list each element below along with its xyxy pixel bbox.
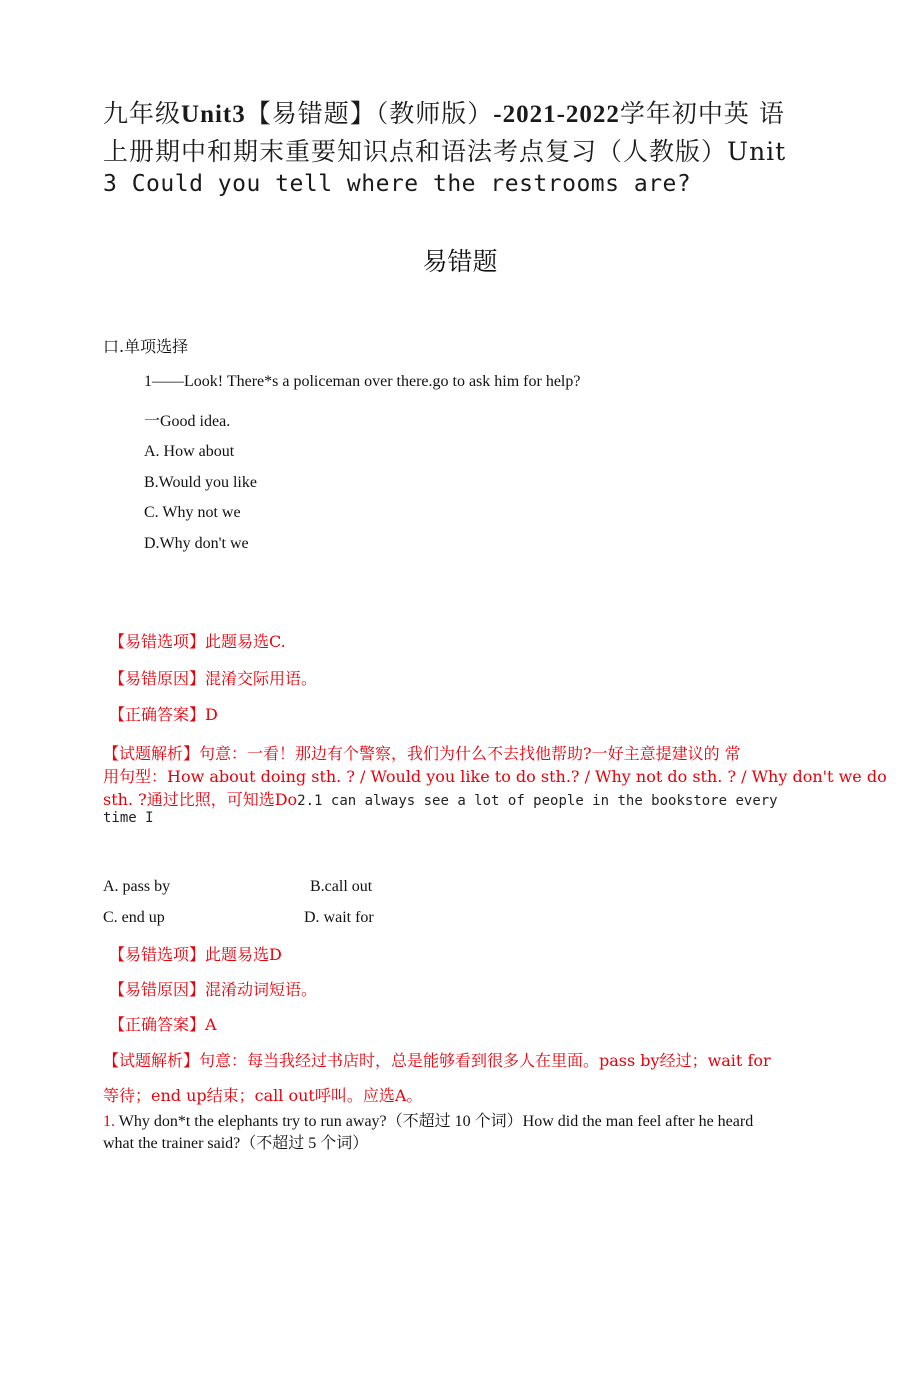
question-2-answer: 【正确答案】A <box>109 1015 217 1034</box>
question-1-option-b: B.Would you like <box>144 474 257 491</box>
title-part: -2021-2022 <box>493 101 620 128</box>
question-3-line-1 <box>103 1108 753 1131</box>
title-part: 【易错题】（教师版） <box>245 99 494 128</box>
title-part: 学年初中英 语 <box>619 99 785 128</box>
question-1-option-c: C. Why not we <box>144 504 241 521</box>
question-2-option-b: B.call out <box>310 878 373 895</box>
question-1-wrong-choice: 【易错选项】此题易选C. <box>109 632 286 651</box>
question-2-analysis-line-2: 等待；end up结束；call out呼叫。应选A。 <box>103 1086 423 1105</box>
analysis-conclusion: sth. ?通过比照，可知选Do <box>103 790 298 809</box>
question-2-option-a: A. pass by <box>103 878 171 895</box>
question-1-analysis-line-2: 用句型：How about doing sth. ? / Would you like to do sth.? / Why not do sth. ? / Why don't we do <box>103 767 887 786</box>
document-title-line-2: 上册期中和期末重要知识点和语法考点复习（人教版）Unit <box>103 137 787 166</box>
section-heading: 易错题 <box>422 247 498 276</box>
question-2-wrong-choice: 【易错选项】此题易选D <box>109 945 282 964</box>
question-2-wrong-reason: 【易错原因】混淆动词短语。 <box>109 980 318 999</box>
question-1-option-d: D.Why don't we <box>144 535 249 552</box>
question-2-stem-end: time I <box>103 810 154 826</box>
question-type-label: 口.单项选择 <box>103 337 189 356</box>
question-3-number: 1. <box>103 1113 115 1130</box>
question-1-reply: 一Good idea. <box>144 413 231 430</box>
question-1-option-a: A. How about <box>144 443 235 460</box>
question-3-text: Why don*t the elephants try to run away?（不超过 10 个词）How did the man feel after he heard <box>118 1113 754 1130</box>
question-1-analysis-line-1: 【试题解析】句意：一看！那边有个警察，我们为什么不去找他帮助?一好主意提建议的 常 <box>103 744 741 763</box>
question-2-option-c: C. end up <box>103 909 165 926</box>
question-2-option-d: D. wait for <box>304 909 374 926</box>
question-3-line-2: what the trainer said?（不超过 5 个词） <box>103 1135 369 1152</box>
question-2-analysis-line-1: 【试题解析】句意：每当我经过书店时，总是能够看到很多人在里面。pass by经过；wait for <box>103 1051 771 1070</box>
question-1-wrong-reason: 【易错原因】混淆交际用语。 <box>109 669 318 688</box>
document-title-line-3: 3 Could you tell where the restrooms are? <box>103 171 692 197</box>
title-part: 九年级 <box>103 99 182 128</box>
document-title-line-1 <box>103 94 785 130</box>
question-1-stem: 1——Look! There*s a policeman over there.go to ask him for help? <box>144 373 581 390</box>
question-1-analysis-line-3 <box>103 787 778 810</box>
title-part: Unit3 <box>181 101 246 128</box>
question-1-answer: 【正确答案】D <box>109 705 218 724</box>
question-2-stem: 2.1 can always see a lot of people in the bookstore every <box>297 793 778 809</box>
